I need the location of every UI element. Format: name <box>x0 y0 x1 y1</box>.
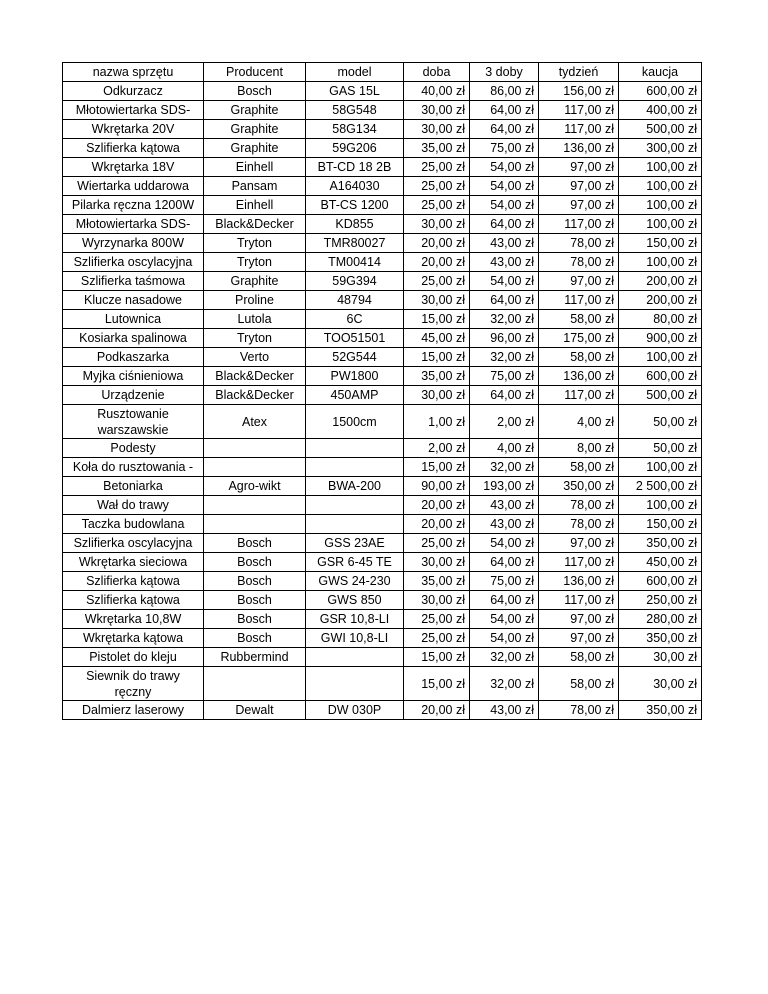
cell-price-week: 175,00 zł <box>539 329 619 348</box>
cell-producer: Agro-wikt <box>204 477 306 496</box>
cell-producer: Dewalt <box>204 701 306 720</box>
cell-producer: Proline <box>204 291 306 310</box>
cell-model: 52G544 <box>306 348 404 367</box>
cell-price-day: 25,00 zł <box>404 177 470 196</box>
cell-deposit: 450,00 zł <box>619 553 702 572</box>
table-row <box>63 515 702 534</box>
cell-deposit: 500,00 zł <box>619 120 702 139</box>
cell-model: PW1800 <box>306 367 404 386</box>
cell-price-day: 25,00 zł <box>404 196 470 215</box>
cell-price-week: 156,00 zł <box>539 82 619 101</box>
cell-model: TOO51501 <box>306 329 404 348</box>
cell-deposit: 100,00 zł <box>619 158 702 177</box>
cell-model: 1500cm <box>306 405 404 439</box>
cell-deposit: 100,00 zł <box>619 496 702 515</box>
cell-price-week: 117,00 zł <box>539 386 619 405</box>
cell-model: GWS 24-230 <box>306 572 404 591</box>
cell-deposit: 300,00 zł <box>619 139 702 158</box>
cell-model: GWI 10,8-LI <box>306 629 404 648</box>
table-row <box>63 629 702 648</box>
cell-price-3-days: 43,00 zł <box>470 701 539 720</box>
cell-deposit: 100,00 zł <box>619 253 702 272</box>
cell-deposit: 80,00 zł <box>619 310 702 329</box>
cell-equipment-name: Klucze nasadowe <box>63 291 204 310</box>
cell-deposit: 280,00 zł <box>619 610 702 629</box>
table-row <box>63 234 702 253</box>
cell-price-day: 20,00 zł <box>404 496 470 515</box>
cell-equipment-name: Wkrętarka 18V <box>63 158 204 177</box>
table-row <box>63 701 702 720</box>
cell-price-3-days: 64,00 zł <box>470 215 539 234</box>
cell-producer: Pansam <box>204 177 306 196</box>
cell-price-day: 20,00 zł <box>404 701 470 720</box>
cell-price-3-days: 32,00 zł <box>470 348 539 367</box>
cell-price-3-days: 96,00 zł <box>470 329 539 348</box>
cell-price-day: 20,00 zł <box>404 234 470 253</box>
cell-producer: Bosch <box>204 553 306 572</box>
cell-deposit: 500,00 zł <box>619 386 702 405</box>
cell-equipment-name: Szlifierka oscylacyjna <box>63 253 204 272</box>
cell-deposit: 2 500,00 zł <box>619 477 702 496</box>
cell-price-3-days: 64,00 zł <box>470 120 539 139</box>
cell-price-3-days: 43,00 zł <box>470 234 539 253</box>
cell-producer: Tryton <box>204 234 306 253</box>
cell-price-day: 30,00 zł <box>404 215 470 234</box>
cell-price-week: 117,00 zł <box>539 291 619 310</box>
cell-model: 6C <box>306 310 404 329</box>
cell-price-day: 30,00 zł <box>404 591 470 610</box>
cell-model: 58G548 <box>306 101 404 120</box>
cell-equipment-name: Wkrętarka kątowa <box>63 629 204 648</box>
cell-producer: Einhell <box>204 196 306 215</box>
cell-model <box>306 648 404 667</box>
cell-price-3-days: 54,00 zł <box>470 272 539 291</box>
cell-equipment-name: Młotowiertarka SDS- <box>63 101 204 120</box>
cell-deposit: 250,00 zł <box>619 591 702 610</box>
table-row <box>63 667 702 701</box>
cell-price-3-days: 54,00 zł <box>470 158 539 177</box>
cell-model: A164030 <box>306 177 404 196</box>
cell-equipment-name: Podesty <box>63 439 204 458</box>
cell-producer: Graphite <box>204 272 306 291</box>
cell-deposit: 100,00 zł <box>619 215 702 234</box>
cell-model: BWA-200 <box>306 477 404 496</box>
cell-price-day: 35,00 zł <box>404 367 470 386</box>
cell-equipment-name: Wiertarka uddarowa <box>63 177 204 196</box>
cell-price-3-days: 32,00 zł <box>470 667 539 701</box>
table-row <box>63 272 702 291</box>
cell-price-week: 117,00 zł <box>539 101 619 120</box>
table-row <box>63 139 702 158</box>
cell-producer: Bosch <box>204 82 306 101</box>
cell-model: GWS 850 <box>306 591 404 610</box>
cell-deposit: 200,00 zł <box>619 272 702 291</box>
table-row <box>63 158 702 177</box>
cell-price-day: 30,00 zł <box>404 101 470 120</box>
table-row <box>63 496 702 515</box>
cell-price-week: 97,00 zł <box>539 629 619 648</box>
cell-price-3-days: 32,00 zł <box>470 310 539 329</box>
cell-model: TMR80027 <box>306 234 404 253</box>
cell-model: BT-CS 1200 <box>306 196 404 215</box>
cell-price-week: 117,00 zł <box>539 120 619 139</box>
cell-price-day: 25,00 zł <box>404 629 470 648</box>
cell-equipment-name: Szlifierka kątowa <box>63 139 204 158</box>
cell-price-3-days: 54,00 zł <box>470 196 539 215</box>
cell-price-3-days: 54,00 zł <box>470 610 539 629</box>
cell-price-week: 136,00 zł <box>539 367 619 386</box>
cell-equipment-name: Lutownica <box>63 310 204 329</box>
header-producer: Producent <box>204 63 306 82</box>
cell-price-day: 30,00 zł <box>404 553 470 572</box>
cell-price-day: 15,00 zł <box>404 667 470 701</box>
cell-price-day: 30,00 zł <box>404 291 470 310</box>
cell-deposit: 50,00 zł <box>619 439 702 458</box>
cell-price-week: 97,00 zł <box>539 610 619 629</box>
cell-producer: Rubbermind <box>204 648 306 667</box>
cell-equipment-name: Szlifierka kątowa <box>63 591 204 610</box>
cell-model: 59G394 <box>306 272 404 291</box>
cell-price-3-days: 43,00 zł <box>470 496 539 515</box>
header-model: model <box>306 63 404 82</box>
cell-equipment-name: Koła do rusztowania - <box>63 458 204 477</box>
cell-model: GSS 23AE <box>306 534 404 553</box>
cell-equipment-name: Szlifierka kątowa <box>63 572 204 591</box>
cell-deposit: 400,00 zł <box>619 101 702 120</box>
cell-model <box>306 515 404 534</box>
cell-price-3-days: 32,00 zł <box>470 458 539 477</box>
cell-price-3-days: 43,00 zł <box>470 515 539 534</box>
cell-price-week: 97,00 zł <box>539 158 619 177</box>
cell-model <box>306 496 404 515</box>
table-row <box>63 329 702 348</box>
cell-price-3-days: 75,00 zł <box>470 139 539 158</box>
cell-deposit: 150,00 zł <box>619 234 702 253</box>
header-price-day: doba <box>404 63 470 82</box>
cell-model <box>306 667 404 701</box>
cell-equipment-name: Taczka budowlana <box>63 515 204 534</box>
cell-price-3-days: 64,00 zł <box>470 101 539 120</box>
cell-deposit: 100,00 zł <box>619 348 702 367</box>
cell-price-week: 4,00 zł <box>539 405 619 439</box>
cell-price-day: 30,00 zł <box>404 120 470 139</box>
header-price-week: tydzień <box>539 63 619 82</box>
cell-price-week: 117,00 zł <box>539 591 619 610</box>
table-row <box>63 367 702 386</box>
cell-price-3-days: 64,00 zł <box>470 386 539 405</box>
cell-price-day: 40,00 zł <box>404 82 470 101</box>
table-row <box>63 534 702 553</box>
cell-equipment-name: Wyrzynarka 800W <box>63 234 204 253</box>
cell-price-3-days: 86,00 zł <box>470 82 539 101</box>
table-row <box>63 591 702 610</box>
cell-model: GAS 15L <box>306 82 404 101</box>
cell-equipment-name: Odkurzacz <box>63 82 204 101</box>
cell-deposit: 600,00 zł <box>619 572 702 591</box>
cell-equipment-name: Urządzenie <box>63 386 204 405</box>
cell-producer: Graphite <box>204 101 306 120</box>
table-row <box>63 477 702 496</box>
cell-producer: Black&Decker <box>204 215 306 234</box>
cell-equipment-name: Młotowiertarka SDS- <box>63 215 204 234</box>
cell-model: GSR 6-45 TE <box>306 553 404 572</box>
cell-deposit: 30,00 zł <box>619 648 702 667</box>
cell-price-day: 45,00 zł <box>404 329 470 348</box>
table-row <box>63 291 702 310</box>
cell-producer: Bosch <box>204 534 306 553</box>
cell-equipment-name: Szlifierka taśmowa <box>63 272 204 291</box>
cell-price-day: 1,00 zł <box>404 405 470 439</box>
cell-price-week: 136,00 zł <box>539 572 619 591</box>
table-row <box>63 310 702 329</box>
cell-price-week: 78,00 zł <box>539 701 619 720</box>
cell-price-3-days: 75,00 zł <box>470 367 539 386</box>
cell-deposit: 50,00 zł <box>619 405 702 439</box>
cell-producer <box>204 439 306 458</box>
cell-price-day: 15,00 zł <box>404 458 470 477</box>
cell-price-week: 78,00 zł <box>539 234 619 253</box>
cell-model: KD855 <box>306 215 404 234</box>
table-row <box>63 610 702 629</box>
cell-model <box>306 439 404 458</box>
cell-producer: Lutola <box>204 310 306 329</box>
cell-price-week: 58,00 zł <box>539 648 619 667</box>
cell-price-week: 97,00 zł <box>539 196 619 215</box>
cell-price-week: 78,00 zł <box>539 253 619 272</box>
cell-equipment-name: Szlifierka oscylacyjna <box>63 534 204 553</box>
cell-equipment-name: Wał do trawy <box>63 496 204 515</box>
cell-price-3-days: 64,00 zł <box>470 553 539 572</box>
cell-price-3-days: 75,00 zł <box>470 572 539 591</box>
cell-equipment-name: Kosiarka spalinowa <box>63 329 204 348</box>
cell-model: 450AMP <box>306 386 404 405</box>
cell-model: 48794 <box>306 291 404 310</box>
cell-model: BT-CD 18 2B <box>306 158 404 177</box>
table-row <box>63 405 702 439</box>
cell-deposit: 30,00 zł <box>619 667 702 701</box>
cell-equipment-name: Wkrętarka sieciowa <box>63 553 204 572</box>
cell-price-day: 25,00 zł <box>404 534 470 553</box>
cell-price-day: 35,00 zł <box>404 572 470 591</box>
cell-price-3-days: 32,00 zł <box>470 648 539 667</box>
cell-producer: Bosch <box>204 610 306 629</box>
cell-price-week: 136,00 zł <box>539 139 619 158</box>
header-row <box>63 63 702 82</box>
table-row <box>63 348 702 367</box>
cell-producer: Einhell <box>204 158 306 177</box>
cell-deposit: 100,00 zł <box>619 196 702 215</box>
cell-producer: Bosch <box>204 572 306 591</box>
cell-deposit: 900,00 zł <box>619 329 702 348</box>
cell-equipment-name: Wkrętarka 20V <box>63 120 204 139</box>
cell-price-3-days: 54,00 zł <box>470 177 539 196</box>
cell-price-week: 58,00 zł <box>539 458 619 477</box>
cell-price-week: 58,00 zł <box>539 667 619 701</box>
cell-equipment-name: Betoniarka <box>63 477 204 496</box>
cell-price-day: 90,00 zł <box>404 477 470 496</box>
table-row <box>63 82 702 101</box>
cell-model: GSR 10,8-LI <box>306 610 404 629</box>
header-equipment-name: nazwa sprzętu <box>63 63 204 82</box>
cell-deposit: 100,00 zł <box>619 458 702 477</box>
cell-equipment-name: Myjka ciśnieniowa <box>63 367 204 386</box>
cell-price-3-days: 64,00 zł <box>470 591 539 610</box>
cell-price-day: 20,00 zł <box>404 253 470 272</box>
cell-deposit: 600,00 zł <box>619 82 702 101</box>
cell-producer <box>204 458 306 477</box>
cell-price-3-days: 54,00 zł <box>470 534 539 553</box>
cell-producer: Atex <box>204 405 306 439</box>
table-row <box>63 253 702 272</box>
cell-producer <box>204 515 306 534</box>
cell-producer: Tryton <box>204 253 306 272</box>
cell-equipment-name: Dalmierz laserowy <box>63 701 204 720</box>
cell-price-day: 20,00 zł <box>404 515 470 534</box>
cell-price-week: 78,00 zł <box>539 496 619 515</box>
cell-price-day: 25,00 zł <box>404 610 470 629</box>
cell-equipment-name: Pilarka ręczna 1200W <box>63 196 204 215</box>
cell-price-week: 117,00 zł <box>539 553 619 572</box>
cell-producer: Black&Decker <box>204 386 306 405</box>
header-price-3-days: 3 doby <box>470 63 539 82</box>
cell-deposit: 350,00 zł <box>619 534 702 553</box>
cell-producer: Verto <box>204 348 306 367</box>
cell-model: 58G134 <box>306 120 404 139</box>
cell-price-3-days: 4,00 zł <box>470 439 539 458</box>
cell-model: 59G206 <box>306 139 404 158</box>
header-deposit: kaucja <box>619 63 702 82</box>
cell-deposit: 200,00 zł <box>619 291 702 310</box>
table-row <box>63 439 702 458</box>
cell-price-day: 15,00 zł <box>404 648 470 667</box>
cell-equipment-name: Pistolet do kleju <box>63 648 204 667</box>
cell-model: TM00414 <box>306 253 404 272</box>
cell-price-day: 15,00 zł <box>404 348 470 367</box>
cell-price-3-days: 64,00 zł <box>470 291 539 310</box>
cell-price-week: 117,00 zł <box>539 215 619 234</box>
table-row <box>63 101 702 120</box>
cell-price-day: 35,00 zł <box>404 139 470 158</box>
cell-equipment-name: Siewnik do trawy ręczny <box>63 667 204 701</box>
cell-price-week: 58,00 zł <box>539 348 619 367</box>
cell-producer: Tryton <box>204 329 306 348</box>
cell-price-week: 78,00 zł <box>539 515 619 534</box>
cell-price-week: 97,00 zł <box>539 272 619 291</box>
cell-producer: Graphite <box>204 120 306 139</box>
cell-deposit: 150,00 zł <box>619 515 702 534</box>
cell-price-day: 2,00 zł <box>404 439 470 458</box>
cell-producer: Bosch <box>204 629 306 648</box>
cell-deposit: 350,00 zł <box>619 629 702 648</box>
cell-producer: Bosch <box>204 591 306 610</box>
table-row <box>63 120 702 139</box>
table-row <box>63 177 702 196</box>
cell-deposit: 100,00 zł <box>619 177 702 196</box>
rental-price-table <box>62 62 702 720</box>
cell-price-3-days: 54,00 zł <box>470 629 539 648</box>
cell-price-day: 15,00 zł <box>404 310 470 329</box>
cell-deposit: 600,00 zł <box>619 367 702 386</box>
cell-producer: Graphite <box>204 139 306 158</box>
table-row <box>63 386 702 405</box>
cell-producer: Black&Decker <box>204 367 306 386</box>
cell-producer <box>204 667 306 701</box>
cell-price-week: 58,00 zł <box>539 310 619 329</box>
table-row <box>63 196 702 215</box>
cell-price-week: 97,00 zł <box>539 534 619 553</box>
cell-producer <box>204 496 306 515</box>
cell-price-week: 8,00 zł <box>539 439 619 458</box>
table-row <box>63 553 702 572</box>
cell-equipment-name: Wkrętarka 10,8W <box>63 610 204 629</box>
cell-price-week: 97,00 zł <box>539 177 619 196</box>
table-row <box>63 572 702 591</box>
table-row <box>63 458 702 477</box>
cell-price-day: 25,00 zł <box>404 158 470 177</box>
cell-price-3-days: 2,00 zł <box>470 405 539 439</box>
cell-price-day: 30,00 zł <box>404 386 470 405</box>
cell-price-day: 25,00 zł <box>404 272 470 291</box>
cell-equipment-name: Podkaszarka <box>63 348 204 367</box>
cell-equipment-name: Rusztowanie warszawskie <box>63 405 204 439</box>
table-row <box>63 648 702 667</box>
cell-deposit: 350,00 zł <box>619 701 702 720</box>
cell-model: DW 030P <box>306 701 404 720</box>
cell-model <box>306 458 404 477</box>
cell-price-week: 350,00 zł <box>539 477 619 496</box>
cell-price-3-days: 43,00 zł <box>470 253 539 272</box>
table-row <box>63 215 702 234</box>
cell-price-3-days: 193,00 zł <box>470 477 539 496</box>
